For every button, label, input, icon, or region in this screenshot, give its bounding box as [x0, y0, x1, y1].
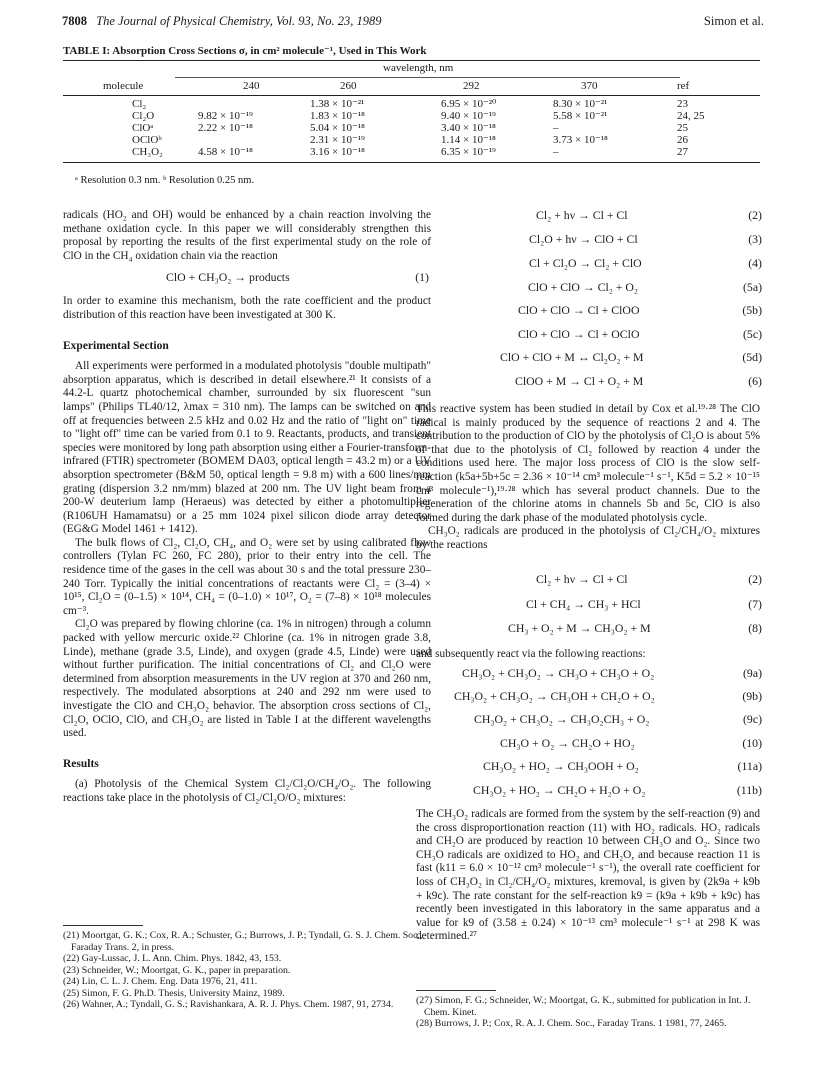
table-footnote: ᵃ Resolution 0.3 nm. ᵇ Resolution 0.25 nm.	[75, 175, 255, 186]
table-cell: 4.58 × 10⁻¹⁸	[198, 146, 253, 158]
equation: CH₃O₂ + CH₃O₂ → CH₃OH + CH₂O + O₂	[454, 689, 655, 703]
table-cell: Cl₂O	[132, 110, 155, 122]
table-caption: TABLE I: Absorption Cross Sections σ, in cm² molecule⁻¹, Used in This Work	[63, 45, 427, 57]
reference: (23) Schneider, W.; Moortgat, G. K., paper in preparation.	[63, 964, 291, 976]
equation: CH₃O₂ + HO₂ → CH₃OOH + O₂	[483, 759, 639, 773]
table-cell: OClOᵇ	[132, 134, 162, 146]
page-number: 7808	[62, 14, 87, 28]
equation-number: (6)	[748, 374, 762, 388]
section-heading: Results	[63, 757, 99, 770]
equation-number: (10)	[742, 736, 762, 750]
equation: ClO + ClO → Cl + OClO	[518, 327, 640, 341]
equation-number: (5d)	[742, 350, 762, 364]
reference: (22) Gay-Lussac, J. L. Ann. Chim. Phys. 1842, 43, 153.	[63, 953, 282, 964]
table-cell: ClOᵃ	[132, 122, 154, 134]
equation-number: (11a)	[737, 759, 762, 773]
equation: Cl + CH₄ → CH₃ + HCl	[526, 597, 641, 611]
equation-number: (11b)	[736, 783, 762, 797]
equation-number: (5b)	[742, 303, 762, 317]
left-column	[63, 209, 431, 806]
table-cell: 9.82 × 10⁻¹⁹	[198, 110, 253, 122]
col-header: 240	[243, 80, 260, 92]
table-cell: 1.14 × 10⁻¹⁸	[441, 134, 496, 146]
col-header: ref	[677, 80, 690, 92]
table-cell: 8.30 × 10⁻²¹	[553, 98, 608, 110]
reference: (25) Simon, F. G. Ph.D. Thesis, University Mainz, 1989.	[63, 987, 285, 999]
equation-number: (5a)	[743, 280, 762, 294]
paragraph: In order to examine this mechanism, both the rate coefficient and the product distribution of this reaction have been investigated at 300 K.	[63, 295, 431, 321]
paragraph: The CH₃O₂ radicals are formed from the system by the self-reaction (9) and the cross disproportionation reaction (11) with HO₂ radicals. HO₂ radicals and CH₂O are produced by reaction 10 between CH₃O and O₂. Since two CH₃O radicals are oxidized to HO₂ and CH₂O, and because reaction 11 is fast (k11 = 6.0 × 10⁻¹² cm³ molecule⁻¹ s⁻¹), the overall rate coefficient for loss of CH₃O₂ in Cl₂/CH₄/O₂ mixtures, kremoval, is given by (2k9a + k9b + k9c). The rate constant for the self-reaction k9 = (k9a + k9b + k9c) has recently been investigated in this laboratory in the same apparatus and a value for k9 of (3.58 ± 0.24) × 10⁻¹³ cm³ molecule⁻¹ s⁻¹ at 298 K was determined.²⁷	[416, 808, 760, 943]
paragraph: Cl₂O was prepared by flowing chlorine (ca. 1% in nitrogen) through a column packed with yellow mercuric oxide.²² Chlorine (ca. 1% in nitrogen grade 3.8, Linde), methane (grade 3.5, Linde), and oxygen (grade 4.5, Linde) were used without further purification. The initial concentrations of Cl₂ and Cl₂O were determined from absorption measurements in the UV region at 370 and 260 nm, respectively. The modulated absorptions at 240 and 292 nm were used to investigate the ClO and CH₃O₂ behavior. The absorption cross sections of Cl₂, Cl₂O, OClO, ClO, and CH₃O₂ are listed in Table I at the different wavelengths used.	[63, 618, 431, 740]
equation-number: (7)	[748, 597, 762, 611]
equation-number: (5c)	[743, 327, 762, 341]
table-cell: 3.16 × 10⁻¹⁸	[310, 146, 365, 158]
reference: (27) Simon, F. G.; Schneider, W.; Moortgat, G. K., submitted for publication in Int. J. Chem. Kinet.	[416, 995, 751, 1018]
wavelength-header: wavelength, nm	[383, 62, 454, 74]
equation: ClOO + M → Cl + O₂ + M	[515, 374, 644, 388]
table-cell: 3.73 × 10⁻¹⁸	[553, 134, 608, 146]
equation-text: ClO + CH₃O₂ → products	[166, 270, 290, 285]
equation: Cl₂O + hν → ClO + Cl	[529, 232, 638, 246]
footnote-divider	[63, 925, 143, 926]
table-cell: 2.22 × 10⁻¹⁸	[198, 122, 253, 134]
paragraph: and subsequently react via the following reactions:	[416, 648, 646, 660]
section-heading: Experimental Section	[63, 339, 169, 352]
equation-number: (9c)	[743, 712, 762, 726]
table-cell: 6.35 × 10⁻¹⁹	[441, 146, 496, 158]
right-references	[416, 995, 760, 1030]
reference: (26) Wahner, A.; Tyndall, G. S.; Ravishankara, A. R. J. Phys. Chem. 1987, 91, 2734.	[63, 999, 394, 1010]
running-header	[62, 14, 382, 29]
table-cell: 23	[677, 98, 688, 110]
paragraph: CH₃O₂ radicals are produced in the photolysis of Cl₂/CH₄/O₂ mixtures by the reactions	[416, 525, 760, 551]
table-cell: 26	[677, 134, 688, 146]
equation-number: (3)	[748, 232, 762, 246]
equation: CH₃O₂ + CH₃O₂ → CH₃O₂CH₃ + O₂	[474, 712, 650, 726]
paragraph: radicals (HO₂ and OH) would be enhanced by a chain reaction involving the methane oxidation cycle. In this paper we will considerably strengthen this proposal by reporting the results of the first experimental study on the role of ClO in the CH₄ oxidation chain via the reaction	[63, 209, 431, 262]
equation: CH₃O₂ + CH₃O₂ → CH₃O + CH₃O + O₂	[462, 666, 655, 680]
col-header: 260	[340, 80, 357, 92]
equation: Cl₂ + hν → Cl + Cl	[536, 208, 628, 222]
table-cell: 1.83 × 10⁻¹⁸	[310, 110, 365, 122]
table-cell: –	[553, 146, 559, 158]
table-cell: 5.04 × 10⁻¹⁸	[310, 122, 365, 134]
reference: (28) Burrows, J. P.; Cox, R. A. J. Chem. Soc., Faraday Trans. 1 1981, 77, 2465.	[416, 1018, 727, 1029]
col-header: 292	[463, 80, 480, 92]
reference: (24) Lin, C. L. J. Chem. Eng. Data 1976, 21, 411.	[63, 976, 258, 987]
equation-number: (1)	[415, 270, 429, 285]
equation: CH₃O + O₂ → CH₂O + HO₂	[500, 736, 635, 750]
equation: CH₃O₂ + HO₂ → CH₂O + H₂O + O₂	[473, 783, 646, 797]
equation-1	[63, 263, 431, 293]
equation-number: (9b)	[742, 689, 762, 703]
equation-number: (2)	[748, 572, 762, 586]
table-cell: 1.38 × 10⁻²¹	[310, 98, 365, 110]
equation: ClO + ClO + M ↔ Cl₂O₂ + M	[500, 350, 644, 364]
equation-number: (2)	[748, 208, 762, 222]
reference: (21) Moortgat, G. K.; Cox, R. A.; Schuster, G.; Burrows, J. P.; Tyndall, G. S. J. Chem. Soc., Faraday Trans. 2, in press.	[63, 930, 423, 953]
equation-number: (4)	[748, 256, 762, 270]
right-column	[416, 0, 760, 1071]
equation: ClO + ClO → Cl₂ + O₂	[528, 280, 639, 294]
table-cell: CH₃O₂	[132, 146, 163, 158]
col-header: 370	[581, 80, 598, 92]
col-header: molecule	[103, 80, 144, 92]
left-references	[63, 930, 431, 1011]
table-cell: 25	[677, 122, 688, 134]
table-cell: 9.40 × 10⁻¹⁹	[441, 110, 496, 122]
table-cell: –	[553, 122, 559, 134]
journal-citation: The Journal of Physical Chemistry, Vol. 93, No. 23, 1989	[96, 14, 382, 28]
equation: ClO + ClO → Cl + ClOO	[518, 303, 640, 317]
paragraph: (a) Photolysis of the Chemical System Cl₂/Cl₂O/CH₄/O₂. The following reactions take place in the photolysis of Cl₂/Cl₂O/O₂ mixtures:	[63, 778, 431, 804]
running-authors: Simon et al.	[703, 14, 764, 28]
table-cell: 2.31 × 10⁻¹⁹	[310, 134, 365, 146]
table-cell: 27	[677, 146, 688, 158]
table-cell: 24, 25	[677, 110, 705, 122]
table-cell: 5.58 × 10⁻²¹	[553, 110, 608, 122]
equation: CH₃ + O₂ + M → CH₃O₂ + M	[508, 621, 651, 635]
equation-number: (9a)	[743, 666, 762, 680]
paragraph: The bulk flows of Cl₂, Cl₂O, CH₄, and O₂ were set by using calibrated flow controllers (Tylan FC 260, FC 280), prior to their entry into the cell. The residence time of the gases in the cell was about 30 s and the total pressure 230–240 Torr. Typically the initial concentrations of reactants were Cl₂ = (3–4) × 10¹⁵, Cl₂O = (0–1.5) × 10¹⁴, CH₄ = (0–1.0) × 10¹⁷, O₂ = (7–8) × 10¹⁸ molecules cm⁻³.	[63, 536, 431, 617]
footnote-divider	[416, 990, 496, 991]
equation: Cl + Cl₂O → Cl₂ + ClO	[529, 256, 642, 270]
paragraph: All experiments were performed in a modulated photolysis "double multipath" absorption apparatus, which is described in detail elsewhere.²¹ It consists of a 44.2-L quartz photochemical chamber, surrounded by six fluorescent "sun lamps" (Philips TL40/12, λmax = 310 nm). The lamps can be switched on and off at frequencies between 2.5 kHz and 0.02 Hz and the ratio of "light on" time to "light off" time can be varied from 0.1 to 9. Reactants, products, and transient species were monitored by long path absorption using either a Fourier-transform-infrared (FTIR) spectrometer (BOMEM DA03, optical length = 43.2 m) or a UV absorption spectrometer (B&M 50, optical length = 9.8 m) with a 600 lines/mm grating (dispersion 3.2 nm/mm) blazed at 200 nm. The UV light beam from a 200-W deuterium lamp (Heraeus) was detected by either a photomultiplier (R106UH Hamamatsu) or a 25 mm 1024 pixel silicon diode array detector (EG&G Model 1461 + 1412).	[63, 360, 431, 536]
table-cell: Cl₂	[132, 98, 147, 110]
paragraph: This reactive system has been studied in detail by Cox et al.¹⁹·²⁸ The ClO radical is mainly produced by the sequence of reactions 2 and 4. The contribution to the production of ClO by the photolysis of Cl₂O is about 5% of that due to the photolysis of Cl₂ followed by reaction 4 under the conditions used here. The major loss process of ClO is the slow self-reaction (k5a+5b+5c = 2.36 × 10⁻¹⁴ cm³ molecule⁻¹ s⁻¹, K5d = 5.2 × 10⁻¹⁵ cm³ molecule⁻¹),¹⁹·²⁸ which has several product channels. Due to the regeneration of the chlorine atoms in channels 5b and 5c, ClO is also formed during the dark phase of the modulated photolysis cycle.	[416, 403, 760, 524]
equation: Cl₂ + hν → Cl + Cl	[536, 572, 628, 586]
equation-number: (8)	[748, 621, 762, 635]
table-cell: 3.40 × 10⁻¹⁸	[441, 122, 496, 134]
text-block	[416, 403, 760, 553]
table-cell: 6.95 × 10⁻²⁰	[441, 98, 497, 110]
